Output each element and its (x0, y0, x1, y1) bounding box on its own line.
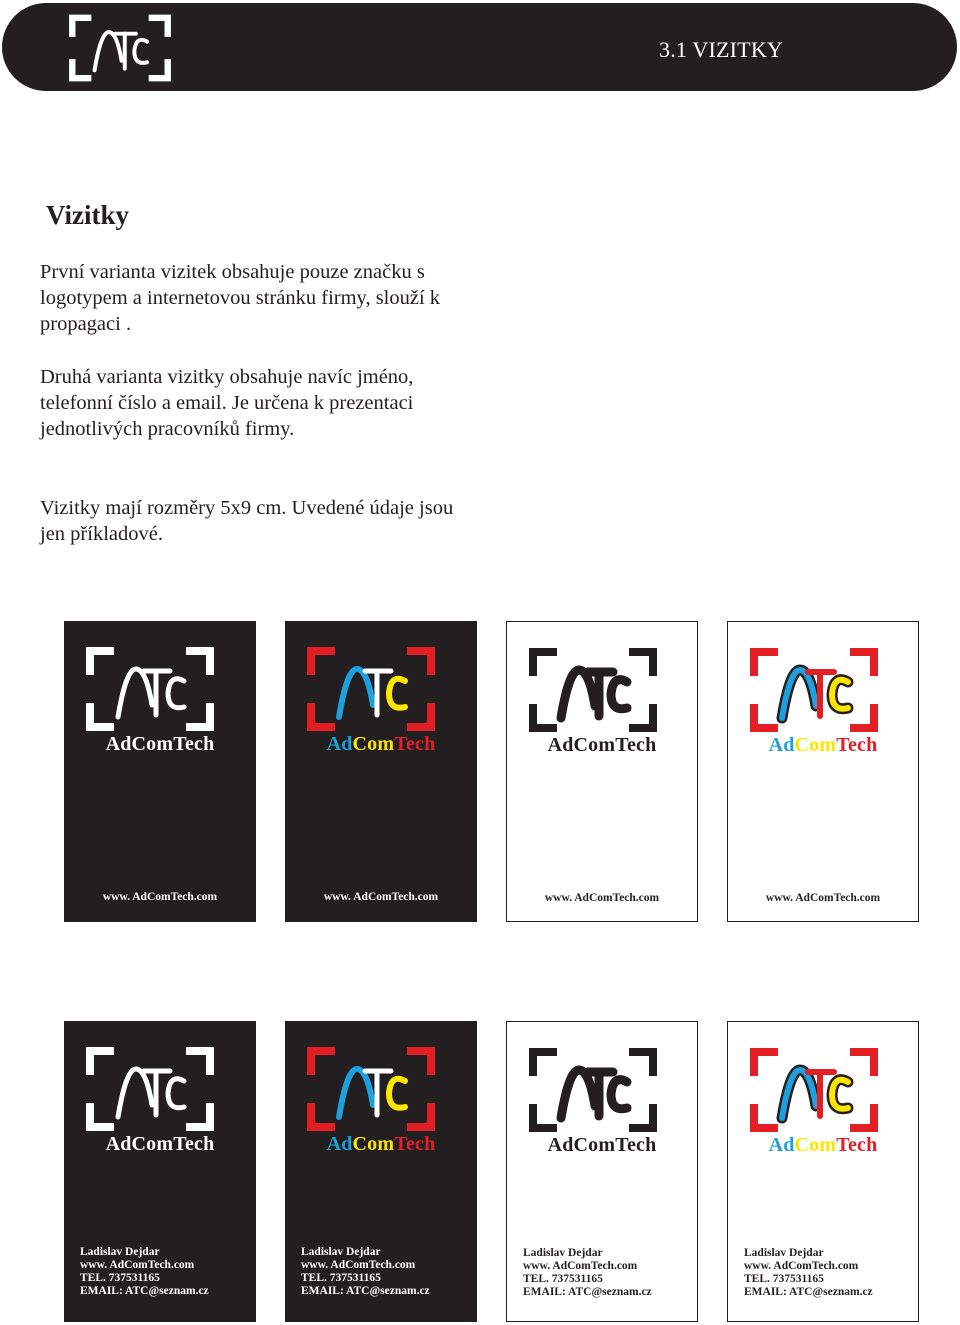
atc-logo-icon (305, 645, 437, 733)
contact-phone: TEL. 737531165 (80, 1272, 160, 1284)
brand-wordmark: AdComTech (768, 734, 878, 756)
atc-logo-icon (305, 1045, 437, 1133)
business-card-v1-light-color (727, 621, 919, 922)
business-card-v2-light-color (727, 1021, 919, 1322)
brand-wordmark: AdComTech (105, 1133, 215, 1155)
business-card-v2-dark-white (64, 1021, 256, 1322)
intro-paragraph-3: Vizitky mají rozměry 5x9 cm. Uvedené údaje jsou jen příkladové. (40, 497, 454, 545)
card-website: www. AdComTech.com (765, 892, 881, 904)
contact-email: EMAIL: ATC@seznam.cz (744, 1286, 873, 1298)
brand-wordmark: AdComTech (768, 1134, 878, 1156)
business-card-v1-dark-white (64, 621, 256, 922)
section-title: 3.1 VIZITKY (659, 37, 783, 62)
brand-wordmark: AdComTech (547, 1134, 657, 1156)
card-website: www. AdComTech.com (323, 891, 439, 903)
contact-phone: TEL. 737531165 (301, 1272, 381, 1284)
intro-paragraph-2: Druhá varianta vizitky obsahuje navíc jméno, telefonní číslo a email. Je určena k prezentaci jednotlivých pracovníků firmy. (40, 366, 414, 440)
brand-wordmark: AdComTech (326, 1133, 436, 1155)
contact-name: Ladislav Dejdar (80, 1246, 160, 1258)
brand-wordmark: AdComTech (105, 733, 215, 755)
card-website: www. AdComTech.com (544, 892, 660, 904)
contact-website: www. AdComTech.com (744, 1260, 859, 1272)
card-contact (301, 1246, 430, 1298)
contact-phone: TEL. 737531165 (744, 1273, 824, 1285)
atc-logo-icon (84, 1045, 216, 1133)
contact-email: EMAIL: ATC@seznam.cz (523, 1286, 652, 1298)
contact-phone: TEL. 737531165 (523, 1273, 603, 1285)
contact-email: EMAIL: ATC@seznam.cz (301, 1285, 430, 1297)
contact-name: Ladislav Dejdar (301, 1246, 381, 1258)
atc-logo-icon (84, 645, 216, 733)
business-card-v2-light-black (506, 1021, 698, 1322)
brand-wordmark: AdComTech (326, 733, 436, 755)
contact-website: www. AdComTech.com (80, 1259, 195, 1271)
atc-logo-icon (748, 1046, 880, 1134)
contact-name: Ladislav Dejdar (523, 1247, 603, 1259)
page-title: Vizitky (46, 200, 129, 230)
contact-website: www. AdComTech.com (301, 1259, 416, 1271)
business-card-v1-light-black (506, 621, 698, 922)
business-card-v1-dark-color (285, 621, 477, 922)
atc-logo-icon (66, 13, 174, 83)
business-card-v2-dark-color (285, 1021, 477, 1322)
contact-website: www. AdComTech.com (523, 1260, 638, 1272)
contact-email: EMAIL: ATC@seznam.cz (80, 1285, 209, 1297)
brand-wordmark: AdComTech (547, 734, 657, 756)
card-contact (80, 1246, 209, 1298)
card-contact (523, 1247, 652, 1299)
card-website: www. AdComTech.com (102, 891, 218, 903)
contact-name: Ladislav Dejdar (744, 1247, 824, 1259)
intro-paragraph-1: První varianta vizitek obsahuje pouze značku s logotypem a internetovou stránku firmy, slouží k propagaci . (40, 261, 441, 335)
atc-logo-icon (527, 646, 659, 734)
card-contact (744, 1247, 873, 1299)
atc-logo-icon (748, 646, 880, 734)
header-bar (2, 3, 957, 91)
atc-logo-icon (527, 1046, 659, 1134)
